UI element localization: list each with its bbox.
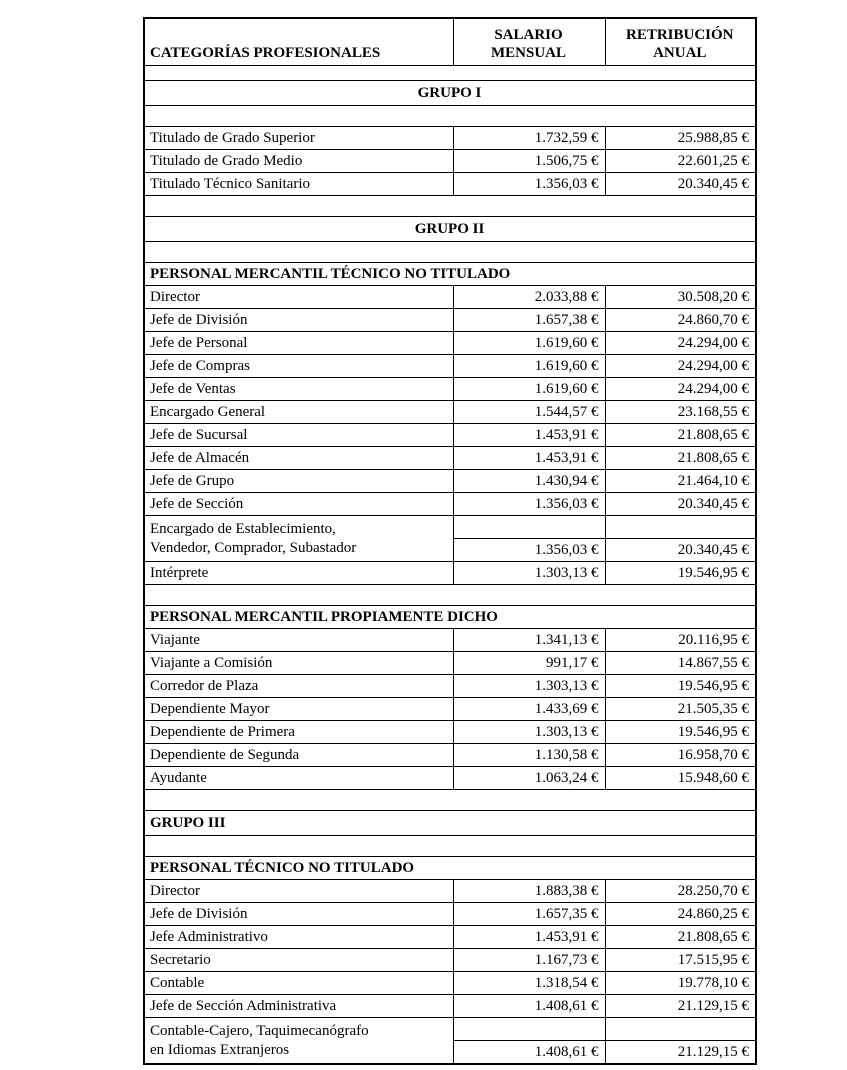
spacer-row bbox=[144, 106, 756, 127]
annual-salary-cell: 15.948,60 € bbox=[605, 767, 756, 790]
category-cell: Titulado de Grado Superior bbox=[144, 127, 453, 150]
category-cell: Jefe de Sucursal bbox=[144, 424, 453, 447]
table-body bbox=[144, 66, 756, 1065]
spacer-cell bbox=[144, 242, 756, 263]
category-line2: en Idiomas Extranjeros bbox=[150, 1041, 290, 1058]
table-row bbox=[144, 1018, 756, 1041]
monthly-salary-cell: 1.657,38 € bbox=[453, 309, 605, 332]
monthly-salary-cell: 1.408,61 € bbox=[453, 995, 605, 1018]
group-header-cell: GRUPO I bbox=[144, 81, 756, 106]
category-cell: Viajante a Comisión bbox=[144, 652, 453, 675]
annual-salary-cell: 20.340,45 € bbox=[605, 173, 756, 196]
section-header-row bbox=[144, 606, 756, 629]
annual-salary-empty-cell bbox=[605, 516, 756, 539]
spacer-row bbox=[144, 196, 756, 217]
category-cell: Secretario bbox=[144, 949, 453, 972]
category-cell: Jefe de Ventas bbox=[144, 378, 453, 401]
header-monthly-cell bbox=[453, 18, 605, 66]
table-row bbox=[144, 972, 756, 995]
section-header-cell: PERSONAL TÉCNICO NO TITULADO bbox=[144, 857, 756, 880]
table-row bbox=[144, 949, 756, 972]
annual-salary-cell: 24.860,70 € bbox=[605, 309, 756, 332]
annual-salary-cell: 21.464,10 € bbox=[605, 470, 756, 493]
annual-salary-cell: 21.808,65 € bbox=[605, 447, 756, 470]
category-cell: Jefe de División bbox=[144, 309, 453, 332]
annual-salary-cell: 25.988,85 € bbox=[605, 127, 756, 150]
category-cell: Intérprete bbox=[144, 562, 453, 585]
category-cell bbox=[144, 1018, 453, 1065]
category-cell: Ayudante bbox=[144, 767, 453, 790]
spacer-row bbox=[144, 242, 756, 263]
monthly-salary-cell: 1.303,13 € bbox=[453, 562, 605, 585]
annual-salary-cell: 21.808,65 € bbox=[605, 424, 756, 447]
category-cell: Contable bbox=[144, 972, 453, 995]
annual-salary-cell: 16.958,70 € bbox=[605, 744, 756, 767]
spacer-row bbox=[144, 790, 756, 811]
category-line2: Vendedor, Comprador, Subastador bbox=[150, 539, 357, 556]
table-row bbox=[144, 562, 756, 585]
spacer-row bbox=[144, 585, 756, 606]
category-cell: Jefe de División bbox=[144, 903, 453, 926]
monthly-salary-cell: 1.732,59 € bbox=[453, 127, 605, 150]
category-cell: Jefe de Sección Administrativa bbox=[144, 995, 453, 1018]
category-cell: Dependiente de Primera bbox=[144, 721, 453, 744]
monthly-salary-cell: 1.356,03 € bbox=[453, 173, 605, 196]
table-row bbox=[144, 493, 756, 516]
group-header-row bbox=[144, 217, 756, 242]
table-row bbox=[144, 447, 756, 470]
annual-salary-cell: 28.250,70 € bbox=[605, 880, 756, 903]
annual-salary-cell: 24.294,00 € bbox=[605, 378, 756, 401]
table-row bbox=[144, 173, 756, 196]
monthly-salary-cell: 1.883,38 € bbox=[453, 880, 605, 903]
monthly-salary-cell: 1.430,94 € bbox=[453, 470, 605, 493]
monthly-salary-empty-cell bbox=[453, 516, 605, 539]
category-cell: Jefe de Compras bbox=[144, 355, 453, 378]
group-header-cell: GRUPO II bbox=[144, 217, 756, 242]
section-header-row bbox=[144, 263, 756, 286]
annual-salary-empty-cell bbox=[605, 1018, 756, 1041]
header-row bbox=[144, 18, 756, 66]
monthly-salary-cell: 1.318,54 € bbox=[453, 972, 605, 995]
annual-salary-cell: 23.168,55 € bbox=[605, 401, 756, 424]
annual-salary-cell: 24.294,00 € bbox=[605, 355, 756, 378]
header-annual-cell bbox=[605, 18, 756, 66]
category-cell: Titulado Técnico Sanitario bbox=[144, 173, 453, 196]
annual-salary-cell: 19.546,95 € bbox=[605, 562, 756, 585]
table-row bbox=[144, 516, 756, 539]
spacer-cell bbox=[144, 66, 756, 81]
header-categories-label: CATEGORÍAS PROFESIONALES bbox=[150, 45, 381, 61]
annual-salary-cell: 14.867,55 € bbox=[605, 652, 756, 675]
category-cell: Jefe de Almacén bbox=[144, 447, 453, 470]
annual-salary-cell: 20.340,45 € bbox=[605, 539, 756, 562]
table-row bbox=[144, 926, 756, 949]
monthly-salary-cell: 1.619,60 € bbox=[453, 332, 605, 355]
table-row bbox=[144, 424, 756, 447]
annual-salary-cell: 19.546,95 € bbox=[605, 721, 756, 744]
category-cell: Titulado de Grado Medio bbox=[144, 150, 453, 173]
annual-salary-cell: 17.515,95 € bbox=[605, 949, 756, 972]
header-annual-line1: RETRIBUCIÓN bbox=[625, 27, 734, 43]
monthly-salary-cell: 1.167,73 € bbox=[453, 949, 605, 972]
section-header-cell: PERSONAL MERCANTIL PROPIAMENTE DICHO bbox=[144, 606, 756, 629]
group-header-cell: GRUPO III bbox=[144, 811, 756, 836]
monthly-salary-cell: 1.453,91 € bbox=[453, 447, 605, 470]
category-cell: Director bbox=[144, 880, 453, 903]
table-row bbox=[144, 744, 756, 767]
category-cell: Jefe de Sección bbox=[144, 493, 453, 516]
table-row bbox=[144, 629, 756, 652]
table-row bbox=[144, 652, 756, 675]
header-categories-cell bbox=[144, 18, 453, 66]
category-cell: Jefe de Grupo bbox=[144, 470, 453, 493]
monthly-salary-cell: 1.544,57 € bbox=[453, 401, 605, 424]
section-header-cell: PERSONAL MERCANTIL TÉCNICO NO TITULADO bbox=[144, 263, 756, 286]
monthly-salary-cell: 1.408,61 € bbox=[453, 1041, 605, 1065]
table-row bbox=[144, 995, 756, 1018]
table-row bbox=[144, 721, 756, 744]
annual-salary-cell: 30.508,20 € bbox=[605, 286, 756, 309]
monthly-salary-cell: 1.303,13 € bbox=[453, 675, 605, 698]
table-row bbox=[144, 880, 756, 903]
monthly-salary-cell: 1.303,13 € bbox=[453, 721, 605, 744]
category-line1: Contable-Cajero, Taquimecanógrafo bbox=[150, 1022, 369, 1039]
header-monthly-line1: SALARIO bbox=[494, 27, 563, 43]
group-header-row bbox=[144, 811, 756, 836]
category-cell: Jefe de Personal bbox=[144, 332, 453, 355]
category-cell bbox=[144, 516, 453, 562]
category-cell: Dependiente de Segunda bbox=[144, 744, 453, 767]
category-cell: Corredor de Plaza bbox=[144, 675, 453, 698]
monthly-salary-cell: 1.506,75 € bbox=[453, 150, 605, 173]
annual-salary-cell: 22.601,25 € bbox=[605, 150, 756, 173]
annual-salary-cell: 24.294,00 € bbox=[605, 332, 756, 355]
monthly-salary-cell: 1.453,91 € bbox=[453, 926, 605, 949]
spacer-cell bbox=[144, 836, 756, 857]
monthly-salary-cell: 1.619,60 € bbox=[453, 355, 605, 378]
table-row bbox=[144, 698, 756, 721]
spacer-cell bbox=[144, 585, 756, 606]
spacer-cell bbox=[144, 106, 756, 127]
monthly-salary-cell: 991,17 € bbox=[453, 652, 605, 675]
monthly-salary-cell: 1.619,60 € bbox=[453, 378, 605, 401]
table-row bbox=[144, 401, 756, 424]
header-annual-line2: ANUAL bbox=[653, 45, 707, 61]
group-header-row bbox=[144, 81, 756, 106]
monthly-salary-cell: 1.130,58 € bbox=[453, 744, 605, 767]
annual-salary-cell: 21.505,35 € bbox=[605, 698, 756, 721]
monthly-salary-cell: 1.657,35 € bbox=[453, 903, 605, 926]
section-header-row bbox=[144, 857, 756, 880]
monthly-salary-cell: 1.433,69 € bbox=[453, 698, 605, 721]
monthly-salary-cell: 2.033,88 € bbox=[453, 286, 605, 309]
annual-salary-cell: 21.129,15 € bbox=[605, 995, 756, 1018]
salary-table bbox=[143, 17, 757, 1065]
table-row bbox=[144, 767, 756, 790]
monthly-salary-cell: 1.063,24 € bbox=[453, 767, 605, 790]
annual-salary-cell: 21.808,65 € bbox=[605, 926, 756, 949]
category-cell: Jefe Administrativo bbox=[144, 926, 453, 949]
annual-salary-cell: 20.340,45 € bbox=[605, 493, 756, 516]
table-row bbox=[144, 903, 756, 926]
monthly-salary-cell: 1.356,03 € bbox=[453, 539, 605, 562]
category-cell: Encargado General bbox=[144, 401, 453, 424]
monthly-salary-cell: 1.341,13 € bbox=[453, 629, 605, 652]
table-row bbox=[144, 309, 756, 332]
table-row bbox=[144, 286, 756, 309]
table-row bbox=[144, 150, 756, 173]
table-row bbox=[144, 332, 756, 355]
annual-salary-cell: 19.546,95 € bbox=[605, 675, 756, 698]
annual-salary-cell: 21.129,15 € bbox=[605, 1041, 756, 1065]
spacer-cell bbox=[144, 790, 756, 811]
category-cell: Viajante bbox=[144, 629, 453, 652]
spacer-row bbox=[144, 66, 756, 81]
monthly-salary-cell: 1.356,03 € bbox=[453, 493, 605, 516]
annual-salary-cell: 19.778,10 € bbox=[605, 972, 756, 995]
monthly-salary-cell: 1.453,91 € bbox=[453, 424, 605, 447]
table-row bbox=[144, 127, 756, 150]
category-cell: Dependiente Mayor bbox=[144, 698, 453, 721]
table-row bbox=[144, 675, 756, 698]
table-header bbox=[144, 18, 756, 66]
category-line1: Encargado de Establecimiento, bbox=[150, 520, 336, 537]
monthly-salary-empty-cell bbox=[453, 1018, 605, 1041]
annual-salary-cell: 20.116,95 € bbox=[605, 629, 756, 652]
table-row bbox=[144, 378, 756, 401]
spacer-row bbox=[144, 836, 756, 857]
spacer-cell bbox=[144, 196, 756, 217]
table-row bbox=[144, 470, 756, 493]
annual-salary-cell: 24.860,25 € bbox=[605, 903, 756, 926]
table-row bbox=[144, 355, 756, 378]
category-cell: Director bbox=[144, 286, 453, 309]
header-monthly-line2: MENSUAL bbox=[490, 45, 566, 61]
